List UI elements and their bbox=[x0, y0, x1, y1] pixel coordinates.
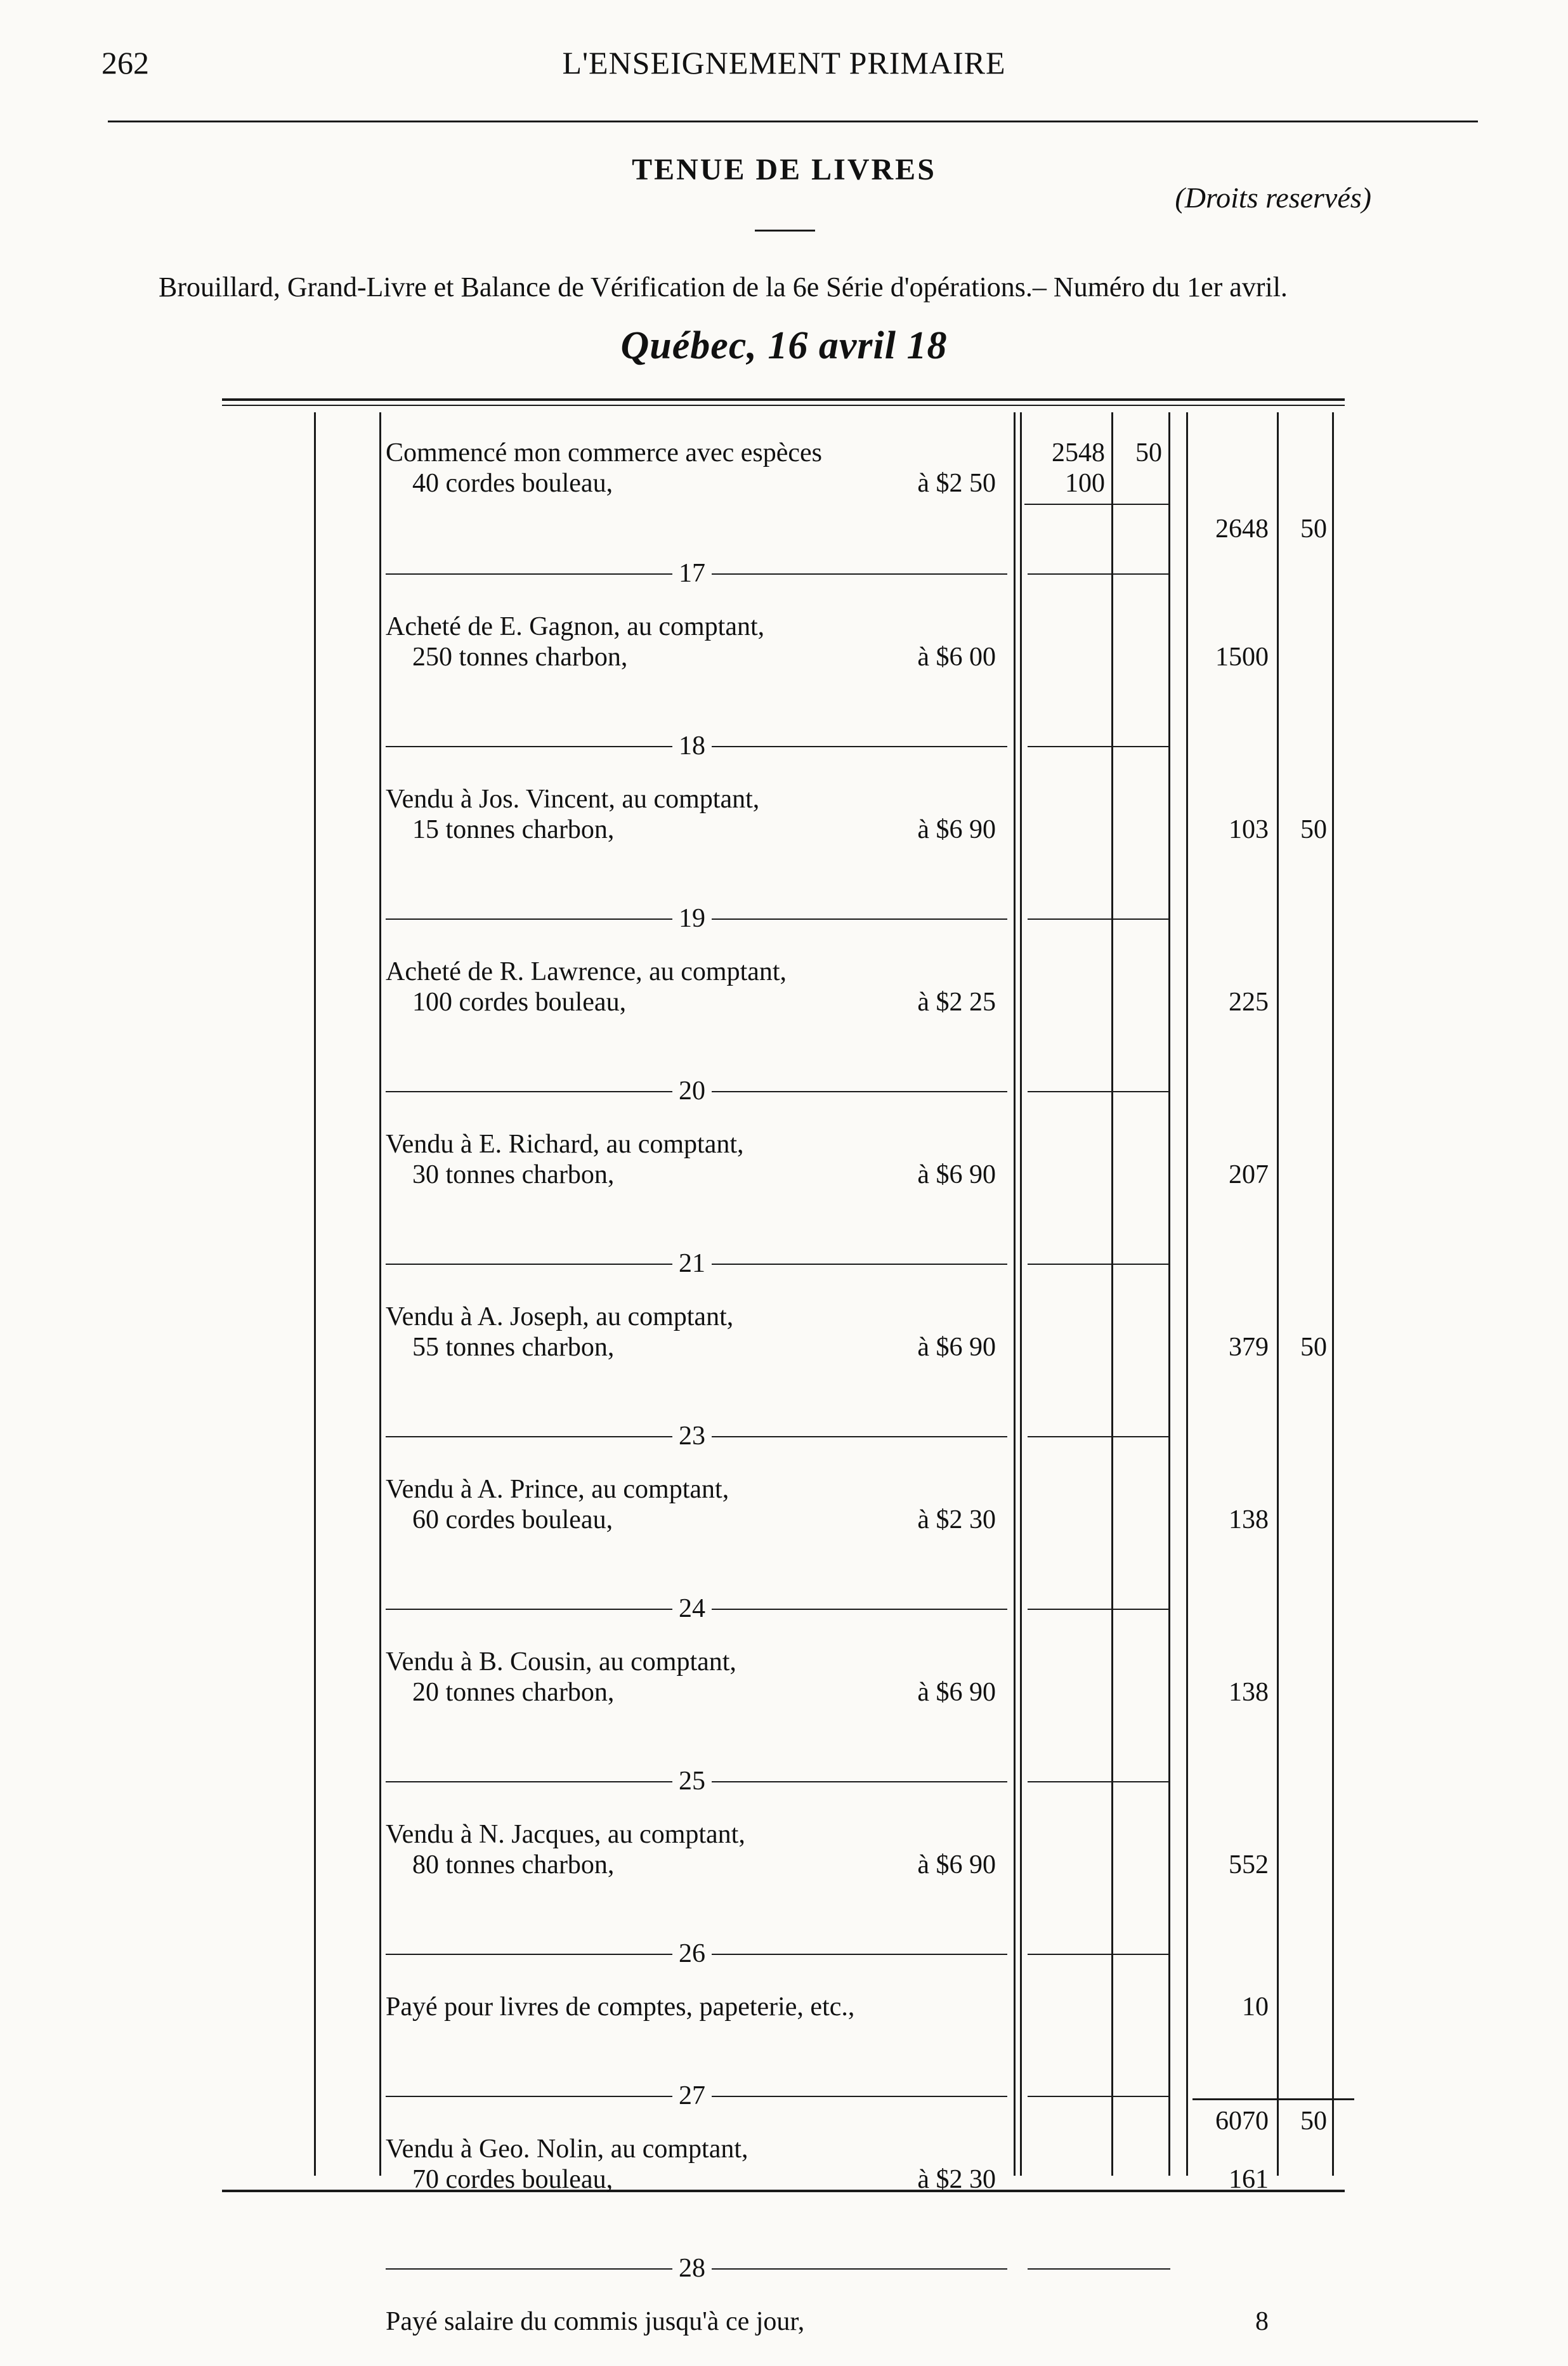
entry-rate: à $6 00 bbox=[917, 643, 996, 672]
date-separator-sub bbox=[1028, 1091, 1170, 1092]
desc-right-rule bbox=[1014, 412, 1016, 2176]
grand-total-cents: 50 bbox=[1300, 2107, 1327, 2136]
entry-description: Vendu à A. Prince, au comptant, bbox=[386, 1475, 729, 1504]
date-separator-sub bbox=[1028, 746, 1170, 747]
date-separator-sub bbox=[1028, 918, 1170, 920]
entry-description: 55 tonnes charbon, bbox=[412, 1333, 615, 1362]
date-separator-sub bbox=[1028, 1781, 1170, 1782]
entry-description: 250 tonnes charbon, bbox=[412, 643, 628, 672]
total-amount-dollars: 10 bbox=[1242, 1992, 1269, 2022]
total-right-rule bbox=[1332, 412, 1334, 2176]
entry-description: Acheté de R. Lawrence, au comptant, bbox=[386, 957, 787, 986]
date-separator-sub bbox=[1028, 1954, 1170, 1955]
total-amount-dollars: 207 bbox=[1229, 1160, 1269, 1189]
total-dollars-rule bbox=[1277, 412, 1279, 2176]
entry-date: 28 bbox=[672, 2253, 712, 2284]
entry-description: Commencé mon commerce avec espèces bbox=[386, 438, 823, 467]
entry-description: Payé salaire du commis jusqu'à ce jour, bbox=[386, 2307, 805, 2336]
entry-rate: à $6 90 bbox=[917, 1678, 996, 1707]
total-amount-dollars: 552 bbox=[1229, 1850, 1269, 1879]
entry-description: 40 cordes bouleau, bbox=[412, 469, 613, 498]
dateline: Québec, 16 avril 18 bbox=[620, 324, 948, 367]
entry-date: 20 bbox=[672, 1076, 712, 1106]
entry-description: 80 tonnes charbon, bbox=[412, 1850, 615, 1879]
total-amount-cents: 50 bbox=[1300, 514, 1327, 544]
ledger-top-rule-2 bbox=[222, 405, 1345, 406]
date-separator-sub bbox=[1028, 2268, 1170, 2270]
entry-rate: à $2 50 bbox=[917, 469, 996, 498]
entry-rate: à $6 90 bbox=[917, 1850, 996, 1879]
total-left-rule bbox=[1186, 412, 1188, 2176]
sub-amount-dollars: 100 bbox=[1065, 469, 1105, 498]
sub-amount-cents: 50 bbox=[1135, 438, 1162, 467]
entry-description: Acheté de E. Gagnon, au comptant, bbox=[386, 612, 765, 641]
entry-date: 18 bbox=[672, 731, 712, 761]
entry-description: 70 cordes bouleau, bbox=[412, 2165, 613, 2194]
total-amount-cents: 50 bbox=[1300, 1333, 1327, 1362]
total-amount-dollars: 8 bbox=[1255, 2307, 1269, 2336]
entry-date: 17 bbox=[672, 558, 712, 589]
date-separator-sub bbox=[1028, 2096, 1170, 2097]
total-amount-dollars: 1500 bbox=[1215, 643, 1269, 672]
total-amount-dollars: 161 bbox=[1229, 2165, 1269, 2194]
total-amount-dollars: 225 bbox=[1229, 988, 1269, 1017]
grand-total-dollars: 6070 bbox=[1215, 2107, 1269, 2136]
ledger-top-rule bbox=[222, 398, 1345, 401]
sub-dollars-rule bbox=[1111, 412, 1113, 2176]
total-amount-dollars: 138 bbox=[1229, 1505, 1269, 1534]
desc-right-rule-2 bbox=[1020, 412, 1022, 2176]
margin-left-rule bbox=[314, 412, 316, 2176]
total-amount-dollars: 379 bbox=[1229, 1333, 1269, 1362]
entry-description: Vendu à E. Richard, au comptant, bbox=[386, 1130, 744, 1159]
entry-rate: à $6 90 bbox=[917, 1333, 996, 1362]
entry-description: Vendu à B. Cousin, au comptant, bbox=[386, 1647, 736, 1676]
entry-description: Vendu à N. Jacques, au comptant, bbox=[386, 1820, 745, 1849]
date-separator-sub bbox=[1028, 1609, 1170, 1610]
entry-date: 19 bbox=[672, 903, 712, 934]
entry-date: 25 bbox=[672, 1766, 712, 1796]
section-title: TENUE DE LIVRES bbox=[632, 153, 936, 186]
entry-description: Vendu à Jos. Vincent, au comptant, bbox=[386, 785, 760, 814]
entry-rate: à $2 25 bbox=[917, 988, 996, 1017]
total-amount-dollars: 138 bbox=[1229, 1678, 1269, 1707]
date-separator-sub bbox=[1028, 1264, 1170, 1265]
grand-total-rule bbox=[1192, 2098, 1354, 2100]
page-number: 262 bbox=[101, 45, 149, 81]
entry-description: 15 tonnes charbon, bbox=[412, 815, 615, 844]
entry-description: 100 cordes bouleau, bbox=[412, 988, 627, 1017]
sub-amount-dollars: 2548 bbox=[1052, 438, 1105, 467]
entry-rate: à $2 30 bbox=[917, 2165, 996, 2194]
sub-cents-rule bbox=[1168, 412, 1170, 2176]
running-title: L'ENSEIGNEMENT PRIMAIRE bbox=[562, 45, 1006, 81]
total-amount-dollars: 103 bbox=[1229, 815, 1269, 844]
date-separator-sub bbox=[1028, 1436, 1170, 1437]
date-separator-sub bbox=[1028, 573, 1170, 575]
entry-date: 21 bbox=[672, 1248, 712, 1279]
entry-description: 30 tonnes charbon, bbox=[412, 1160, 615, 1189]
subtotal-rule bbox=[1024, 504, 1170, 505]
entry-description: Payé pour livres de comptes, papeterie, etc., bbox=[386, 1992, 855, 2022]
entry-rate: à $6 90 bbox=[917, 815, 996, 844]
entry-date: 26 bbox=[672, 1938, 712, 1969]
entry-description: 60 cordes bouleau, bbox=[412, 1505, 613, 1534]
entry-date: 24 bbox=[672, 1593, 712, 1624]
entry-rate: à $2 30 bbox=[917, 1505, 996, 1534]
desc-left-rule bbox=[379, 412, 381, 2176]
entry-rate: à $6 90 bbox=[917, 1160, 996, 1189]
entry-date: 23 bbox=[672, 1421, 712, 1451]
rights-notice: (Droits reservés) bbox=[1175, 181, 1371, 214]
intro-paragraph: Brouillard, Grand-Livre et Balance de Vérification de la 6e Série d'opérations.– Numéro du 1er avril. bbox=[159, 271, 1288, 303]
total-amount-dollars: 2648 bbox=[1215, 514, 1269, 544]
entry-description: Vendu à Geo. Nolin, au comptant, bbox=[386, 2134, 748, 2164]
entry-date: 27 bbox=[672, 2081, 712, 2111]
total-amount-cents: 50 bbox=[1300, 815, 1327, 844]
entry-description: Vendu à A. Joseph, au comptant, bbox=[386, 1302, 734, 1331]
entry-description: 20 tonnes charbon, bbox=[412, 1678, 615, 1707]
